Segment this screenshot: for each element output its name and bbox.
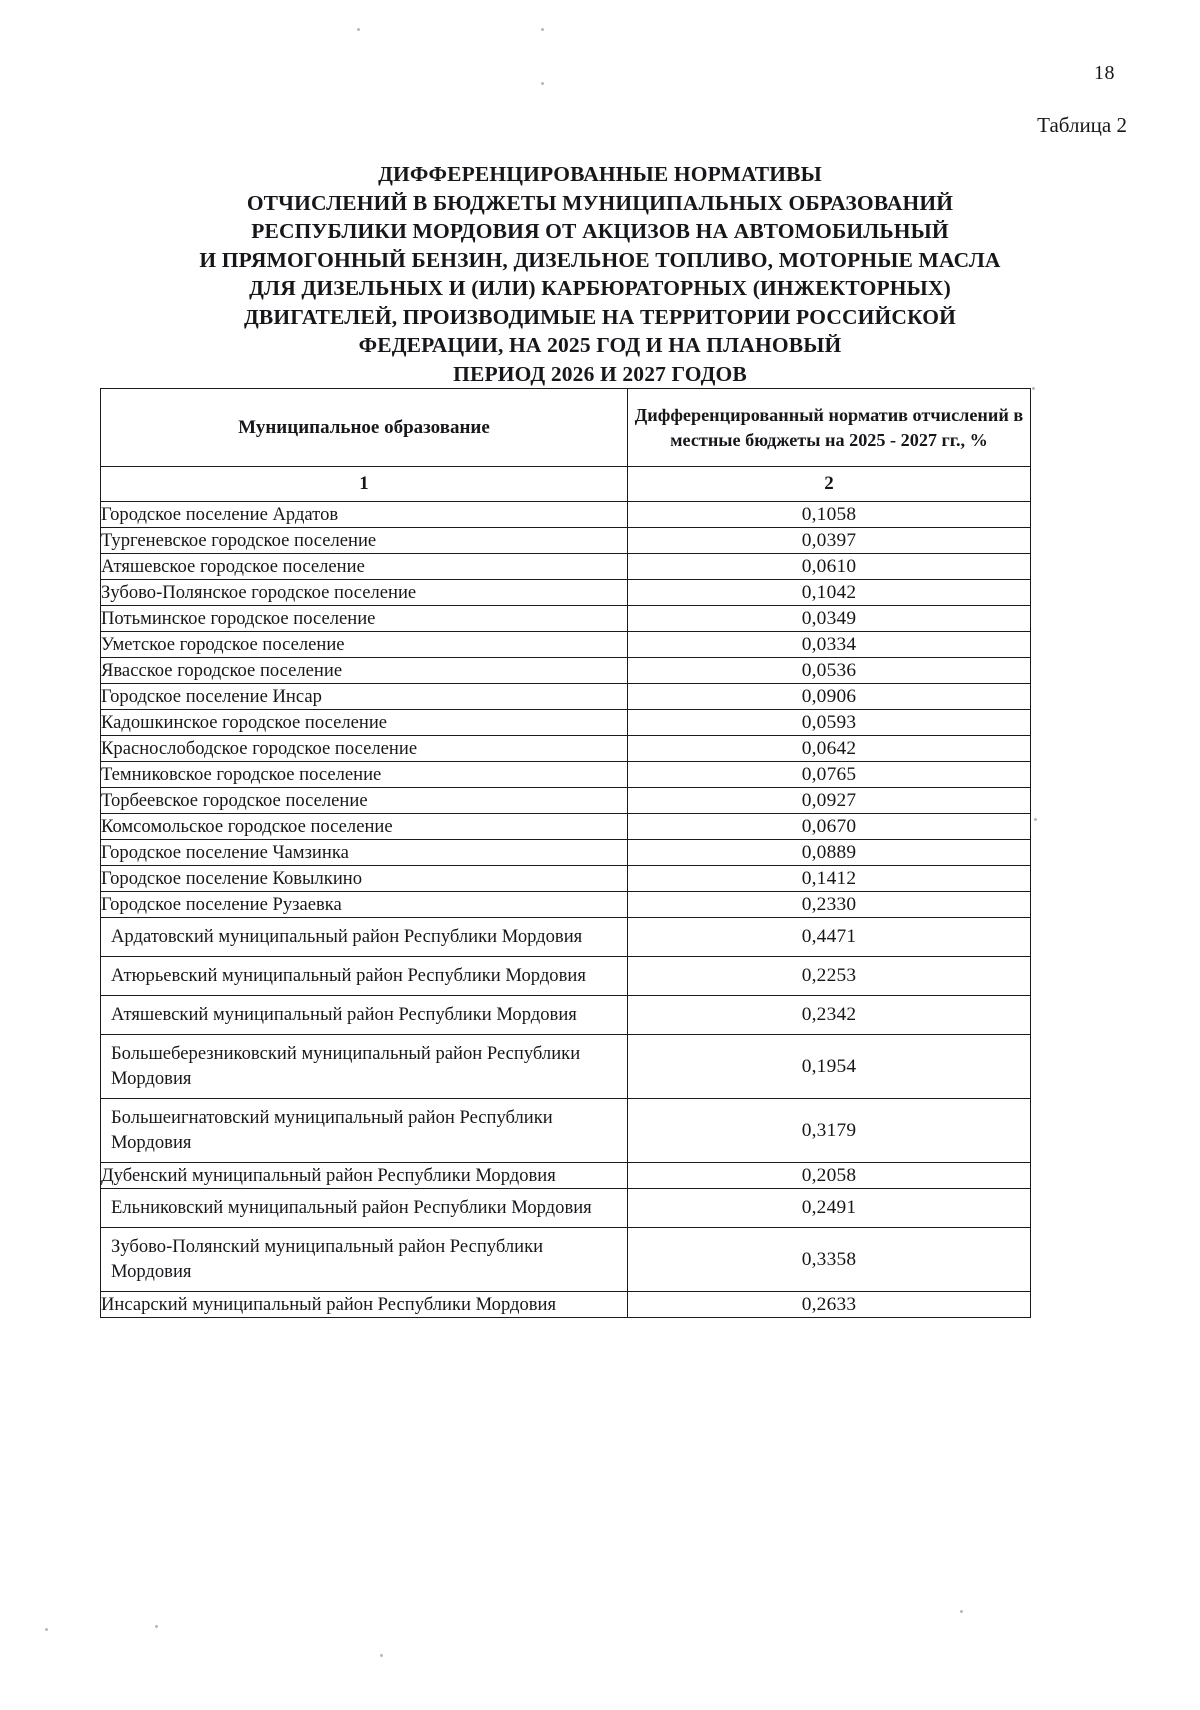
cell-municipality: Атяшевское городское поселение: [101, 554, 628, 580]
title-line: И ПРЯМОГОННЫЙ БЕНЗИН, ДИЗЕЛЬНОЕ ТОПЛИВО, МОТОРНЫЕ МАСЛА: [199, 247, 1001, 272]
table-header-row: [101, 389, 1031, 467]
scan-speck: [541, 82, 544, 85]
table-row: [101, 580, 1031, 606]
cell-municipality: Большеберезниковский муниципальный район Республики Мордовия: [101, 1035, 628, 1099]
column-number-2: 2: [628, 467, 1031, 502]
cell-normative-value: 0,0765: [628, 762, 1031, 788]
cell-normative-value: 0,0927: [628, 788, 1031, 814]
scan-speck: [380, 1654, 383, 1657]
table-row: [101, 840, 1031, 866]
cell-municipality: Городское поселение Чамзинка: [101, 840, 628, 866]
scan-speck: [45, 1628, 48, 1631]
title-line: ПЕРИОД 2026 И 2027 ГОДОВ: [453, 361, 747, 386]
cell-municipality: Городское поселение Ковылкино: [101, 866, 628, 892]
title-line: ДИФФЕРЕНЦИРОВАННЫЕ НОРМАТИВЫ: [378, 162, 822, 186]
cell-normative-value: 0,0397: [628, 528, 1031, 554]
title-line: ОТЧИСЛЕНИЙ В БЮДЖЕТЫ МУНИЦИПАЛЬНЫХ ОБРАЗОВАНИЙ: [246, 190, 954, 215]
table-row: [101, 554, 1031, 580]
table-row: [101, 502, 1031, 528]
table-row: [101, 658, 1031, 684]
table-column-number-row: [101, 467, 1031, 502]
cell-normative-value: 0,1954: [628, 1035, 1031, 1099]
cell-normative-value: 0,0670: [628, 814, 1031, 840]
cell-normative-value: 0,1412: [628, 866, 1031, 892]
cell-normative-value: 0,0593: [628, 710, 1031, 736]
scan-speck: [541, 28, 544, 31]
cell-municipality: Уметское городское поселение: [101, 632, 628, 658]
cell-normative-value: 0,2491: [628, 1189, 1031, 1228]
table-row: [101, 1163, 1031, 1189]
page-number: 18: [1094, 62, 1115, 84]
cell-municipality: Городское поселение Ардатов: [101, 502, 628, 528]
cell-municipality: Большеигнатовский муниципальный район Республики Мордовия: [101, 1099, 628, 1163]
title-line: ФЕДЕРАЦИИ, НА 2025 ГОД И НА ПЛАНОВЫЙ: [358, 333, 842, 357]
cell-normative-value: 0,2342: [628, 996, 1031, 1035]
column-header-normative: Дифференцированный норматив отчислений в местные бюджеты на 2025 - 2027 гг., %: [628, 389, 1031, 467]
table-row: [101, 996, 1031, 1035]
cell-municipality: Атюрьевский муниципальный район Республики Мордовия: [101, 957, 628, 996]
table-row: [101, 528, 1031, 554]
cell-normative-value: 0,2058: [628, 1163, 1031, 1189]
cell-normative-value: 0,0334: [628, 632, 1031, 658]
column-number-1: 1: [101, 467, 628, 502]
cell-normative-value: 0,0349: [628, 606, 1031, 632]
normatives-table: [100, 388, 1031, 1318]
cell-municipality: Городское поселение Рузаевка: [101, 892, 628, 918]
table-label: Таблица 2: [1037, 113, 1127, 137]
cell-normative-value: 0,2253: [628, 957, 1031, 996]
cell-municipality: Потьминское городское поселение: [101, 606, 628, 632]
scan-speck: [960, 1610, 963, 1613]
cell-normative-value: 0,0536: [628, 658, 1031, 684]
cell-municipality: Городское поселение Инсар: [101, 684, 628, 710]
cell-municipality: Дубенский муниципальный район Республики Мордовия: [101, 1163, 628, 1189]
cell-municipality: Ардатовский муниципальный район Республики Мордовия: [101, 918, 628, 957]
cell-municipality: Ельниковский муниципальный район Республики Мордовия: [101, 1189, 628, 1228]
table-head: [101, 389, 1031, 502]
title-line: РЕСПУБЛИКИ МОРДОВИЯ ОТ АКЦИЗОВ НА АВТОМОБИЛЬНЫЙ: [251, 219, 949, 243]
cell-normative-value: 0,1042: [628, 580, 1031, 606]
page-title: [0, 160, 1200, 388]
cell-normative-value: 0,0906: [628, 684, 1031, 710]
table-row: [101, 762, 1031, 788]
scan-speck: [1034, 818, 1037, 821]
cell-municipality: Кадошкинское городское поселение: [101, 710, 628, 736]
title-line: ДВИГАТЕЛЕЙ, ПРОИЗВОДИМЫЕ НА ТЕРРИТОРИИ РОССИЙСКОЙ: [243, 304, 957, 329]
cell-normative-value: 0,2633: [628, 1292, 1031, 1318]
cell-normative-value: 0,3179: [628, 1099, 1031, 1163]
cell-municipality: Краснослободское городское поселение: [101, 736, 628, 762]
cell-normative-value: 0,0889: [628, 840, 1031, 866]
cell-normative-value: 0,0610: [628, 554, 1031, 580]
title-line: ДЛЯ ДИЗЕЛЬНЫХ И (ИЛИ) КАРБЮРАТОРНЫХ (ИНЖЕКТОРНЫХ): [249, 276, 951, 300]
table-row: [101, 866, 1031, 892]
table-row: [101, 710, 1031, 736]
table-row: [101, 1228, 1031, 1292]
table-row: [101, 918, 1031, 957]
cell-municipality: Зубово-Полянское городское поселение: [101, 580, 628, 606]
table-row: [101, 957, 1031, 996]
cell-municipality: Тургеневское городское поселение: [101, 528, 628, 554]
cell-normative-value: 0,2330: [628, 892, 1031, 918]
cell-normative-value: 0,1058: [628, 502, 1031, 528]
cell-municipality: Зубово-Полянский муниципальный район Республики Мордовия: [101, 1228, 628, 1292]
column-header-municipality: Муниципальное образование: [101, 389, 628, 467]
table-row: [101, 632, 1031, 658]
table-row: [101, 892, 1031, 918]
table-row: [101, 788, 1031, 814]
cell-municipality: Темниковское городское поселение: [101, 762, 628, 788]
table-row: [101, 1035, 1031, 1099]
cell-municipality: Инсарский муниципальный район Республики Мордовия: [101, 1292, 628, 1318]
cell-municipality: Атяшевский муниципальный район Республики Мордовия: [101, 996, 628, 1035]
scan-speck: [155, 1625, 158, 1628]
table-row: [101, 684, 1031, 710]
table-row: [101, 814, 1031, 840]
table-row: [101, 1189, 1031, 1228]
normatives-table-wrapper: [100, 388, 1030, 1318]
cell-normative-value: 0,4471: [628, 918, 1031, 957]
cell-normative-value: 0,0642: [628, 736, 1031, 762]
scan-speck: [357, 28, 360, 31]
table-row: [101, 1292, 1031, 1318]
table-row: [101, 606, 1031, 632]
table-row: [101, 736, 1031, 762]
cell-municipality: Торбеевское городское поселение: [101, 788, 628, 814]
cell-municipality: Комсомольское городское поселение: [101, 814, 628, 840]
table-row: [101, 1099, 1031, 1163]
table-body: [101, 502, 1031, 1318]
cell-normative-value: 0,3358: [628, 1228, 1031, 1292]
cell-municipality: Явасское городское поселение: [101, 658, 628, 684]
